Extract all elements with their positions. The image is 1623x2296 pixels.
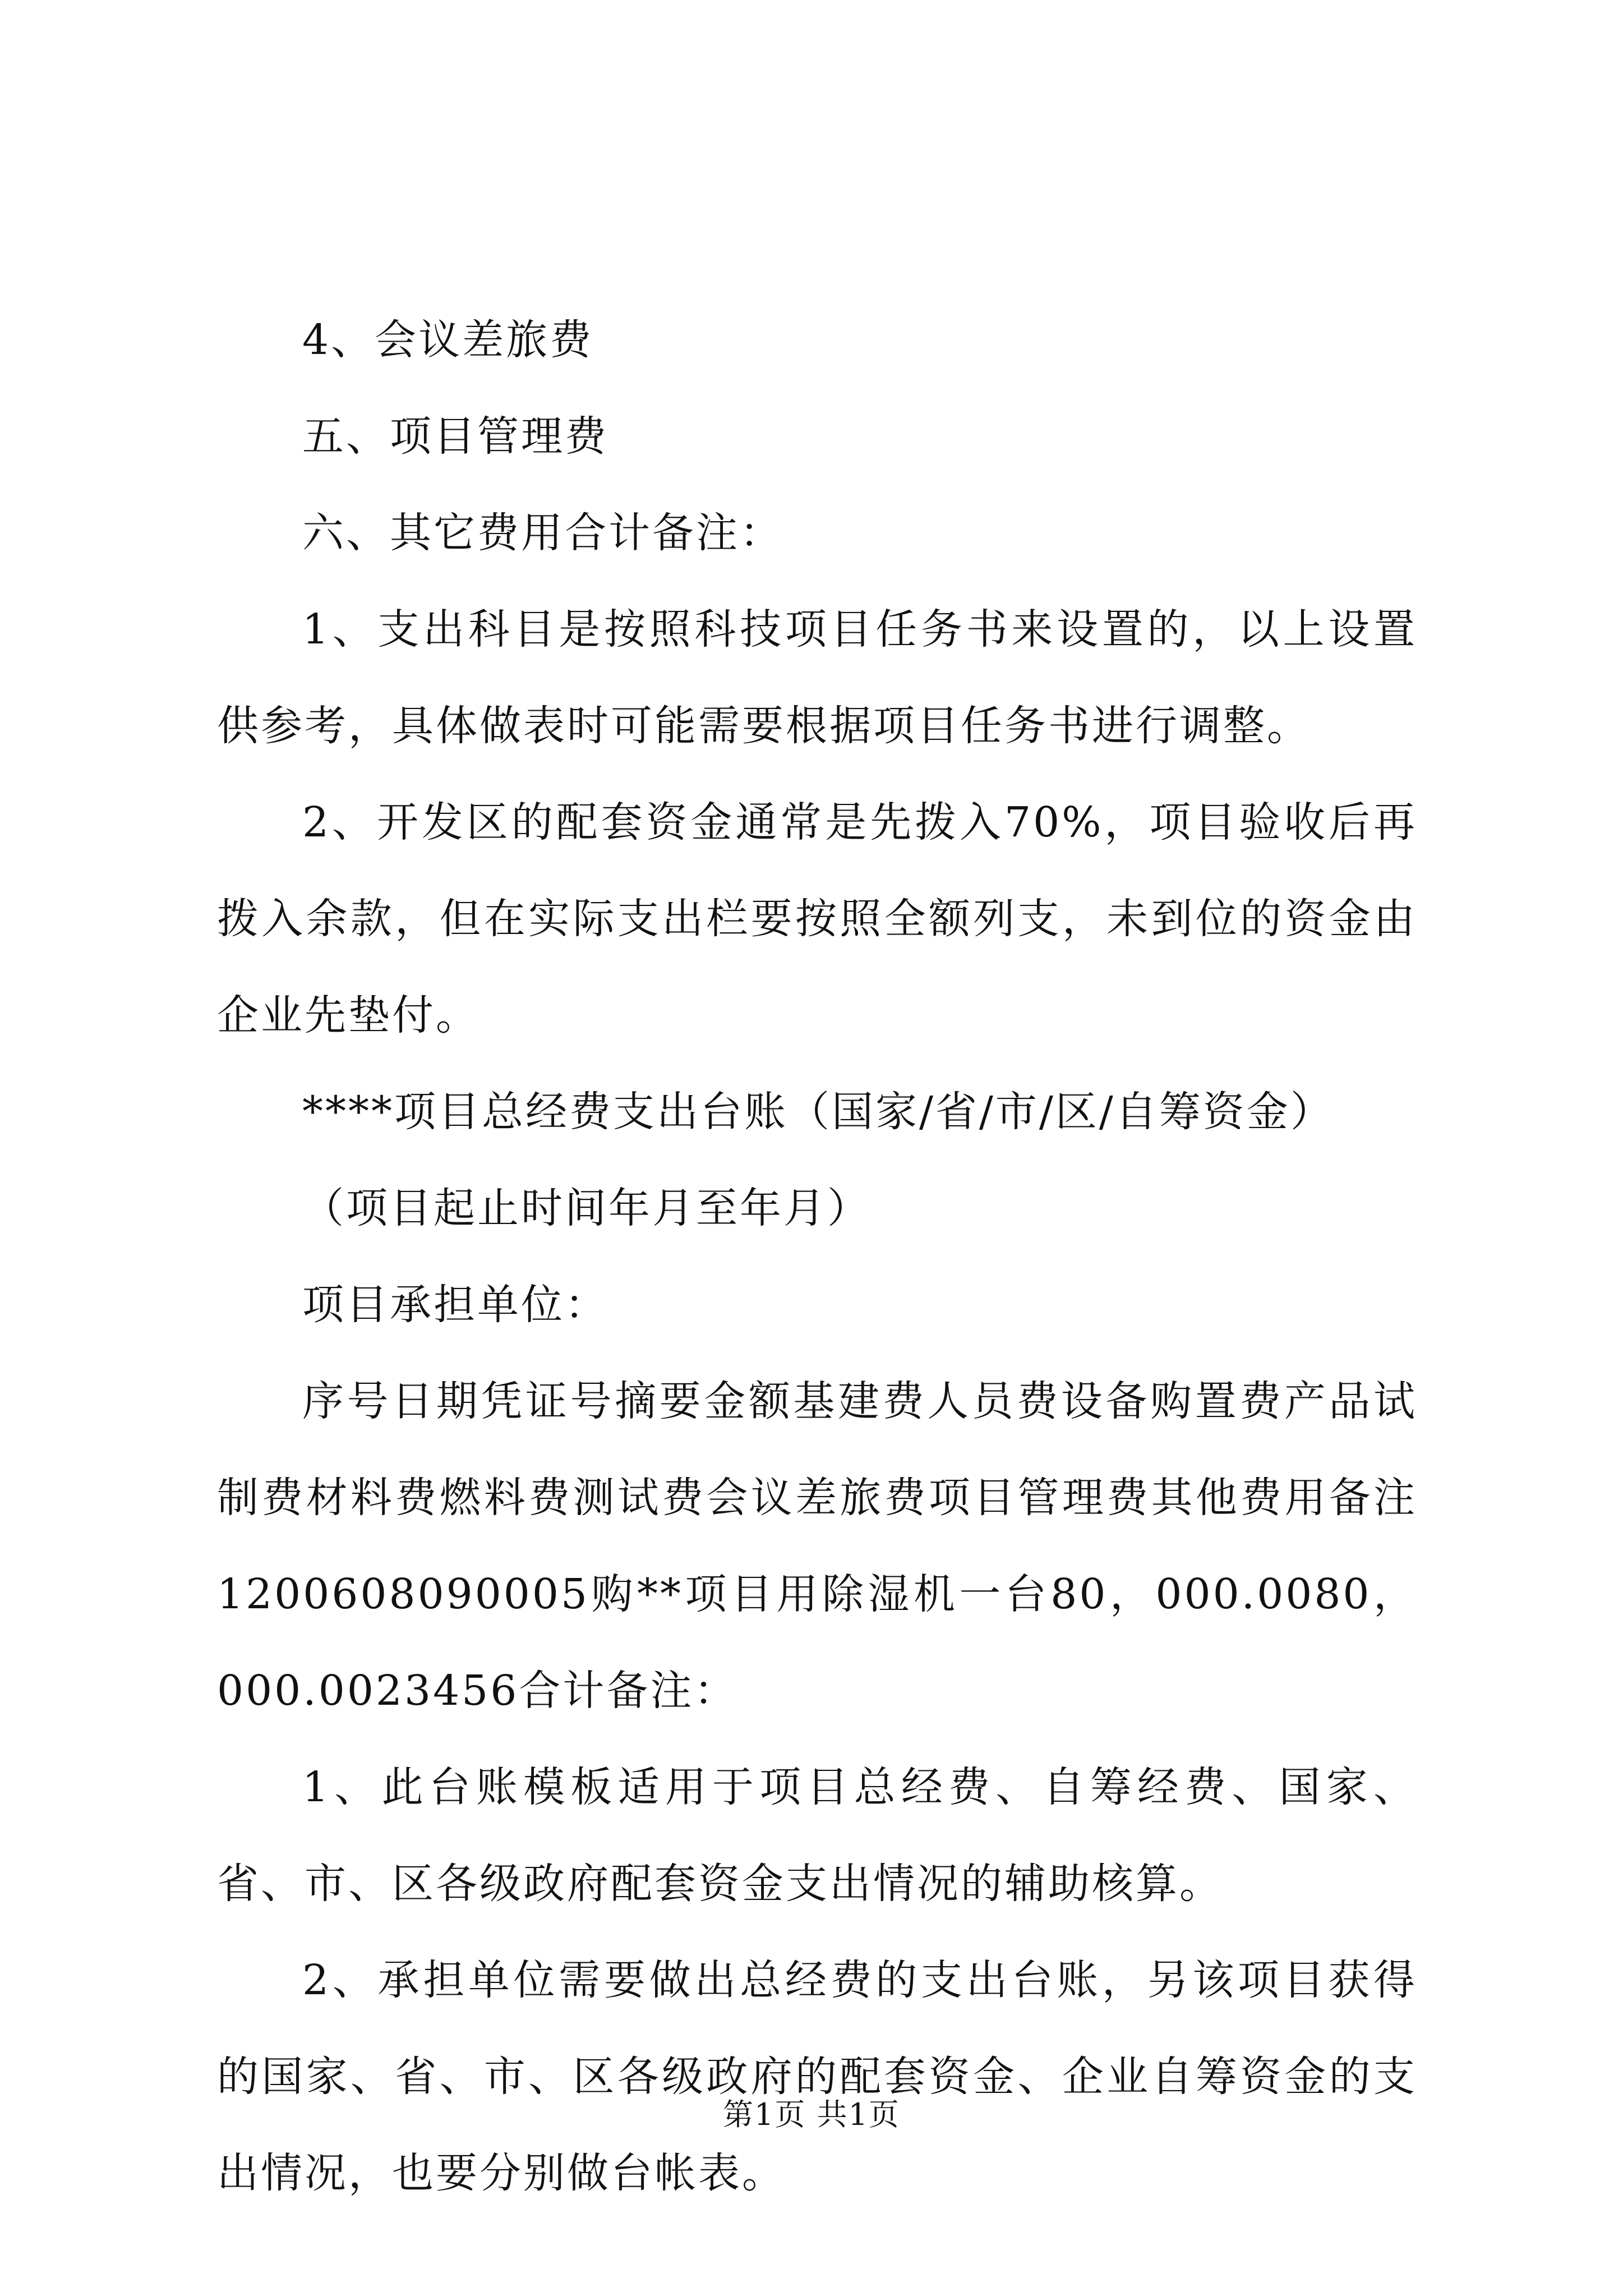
ledger-table-text: 序号日期凭证号摘要金额基建费人员费设备购置费产品试制费材料费燃料费测试费会议差旅费项目管理费其他费用备注1200608090005购**项目用除湿机一台80，000.0080，000.0023456合计备注：: [217, 1377, 1417, 1715]
document-body: [217, 292, 1417, 2221]
ledger-note-1: 1、此台账模板适用于项目总经费、自筹经费、国家、省、市、区各级政府配套资金支出情况的辅助核算。: [217, 1763, 1417, 1908]
paragraph-project-management-fee: 五、项目管理费: [302, 412, 608, 461]
ledger-title: ****项目总经费支出台账（国家/省/市/区/自筹资金）: [302, 1088, 1334, 1136]
paragraph-other-expenses-notes: 六、其它费用合计备注：: [302, 509, 783, 557]
page-footer: 第1页 共1页: [723, 2097, 900, 2132]
paragraph-note-2: 2、开发区的配套资金通常是先拨入70%，项目验收后再拨入余款，但在实际支出栏要按照全额列支，未到位的资金由企业先垫付。: [217, 798, 1417, 1039]
paragraph-note-1: 1、支出科目是按照科技项目任务书来设置的，以上设置供参考，具体做表时可能需要根据项目任务书进行调整。: [217, 605, 1417, 750]
ledger-period: （项目起止时间年月至年月）: [302, 1184, 871, 1232]
ledger-unit: 项目承担单位：: [302, 1281, 608, 1329]
paragraph-travel-expenses: 4、会议差旅费: [302, 316, 594, 364]
ledger-note-2: 2、承担单位需要做出总经费的支出台账，另该项目获得的国家、省、市、区各级政府的配套资金、企业自筹资金的支出情况，也要分别做台帐表。: [217, 1956, 1417, 2197]
